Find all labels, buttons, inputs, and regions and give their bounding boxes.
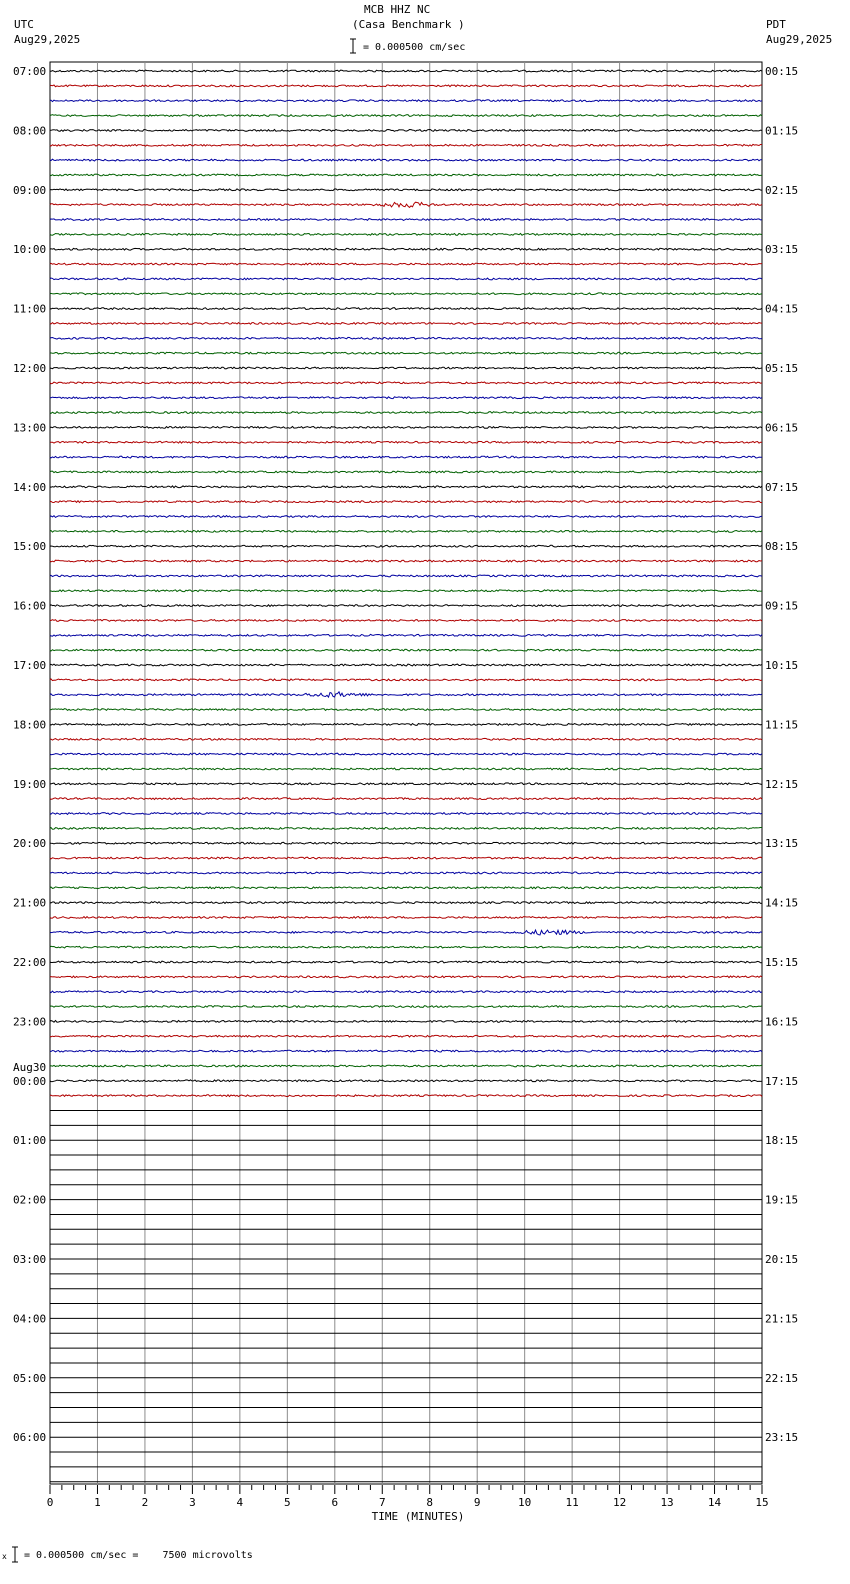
pdt-hour-label: 13:15	[765, 837, 799, 851]
x-tick-label: 4	[236, 1496, 244, 1509]
left-timezone: UTC	[14, 18, 34, 31]
trace-line	[50, 70, 762, 72]
trace-line	[50, 1065, 762, 1067]
trace-line	[50, 189, 762, 191]
pdt-hour-label: 06:15	[765, 421, 799, 435]
trace-line	[50, 783, 762, 785]
trace-line	[50, 248, 762, 250]
trace-line	[50, 946, 762, 948]
trace-line	[50, 798, 762, 800]
utc-hour-label: 17:00	[13, 659, 47, 672]
x-tick-label: 14	[707, 1496, 722, 1509]
trace-line	[50, 219, 762, 221]
right-date: Aug29,2025	[766, 33, 833, 46]
utc-hour-label: 02:00	[13, 1193, 47, 1207]
trace-line	[50, 471, 762, 473]
trace-line	[50, 174, 762, 176]
trace-line	[50, 545, 762, 547]
trace-line	[50, 991, 762, 993]
utc-hour-label: 20:00	[13, 837, 47, 851]
trace-line	[50, 664, 762, 666]
trace-line	[50, 976, 762, 978]
trace-line	[50, 590, 762, 592]
pdt-hour-label: 22:15	[765, 1371, 799, 1385]
trace-line	[50, 130, 762, 132]
station-title: MCB HHZ NC	[364, 3, 431, 16]
pdt-hour-label: 11:15	[765, 718, 799, 732]
x-tick-label: 7	[378, 1496, 386, 1509]
utc-hour-label: 03:00	[13, 1253, 47, 1266]
pdt-hour-label: 19:15	[765, 1193, 799, 1207]
pdt-hour-label: 10:15	[765, 659, 799, 672]
utc-hour-label: 16:00	[13, 599, 47, 613]
trace-line	[50, 709, 762, 711]
left-date: Aug29,2025	[14, 33, 81, 46]
pdt-hour-label: 07:15	[765, 480, 799, 494]
utc-hour-label: 08:00	[13, 124, 47, 138]
trace-line	[50, 501, 762, 503]
utc-hour-label: 19:00	[13, 777, 47, 791]
pdt-hour-label: 00:15	[765, 65, 799, 78]
x-tick-label: 1	[94, 1496, 101, 1509]
pdt-hour-label: 09:15	[765, 599, 799, 613]
trace-line	[50, 144, 762, 146]
utc-hour-label: 23:00	[13, 1015, 47, 1029]
x-tick-label: 12	[612, 1496, 627, 1509]
trace-line	[50, 738, 762, 740]
trace-line	[50, 753, 762, 755]
utc-hour-label: 12:00	[13, 362, 47, 375]
plot-frame	[50, 62, 762, 1484]
x-tick-label: 13	[660, 1496, 674, 1509]
trace-line	[50, 367, 762, 369]
utc-hour-label: 18:00	[13, 718, 47, 732]
pdt-hour-label: 14:15	[765, 896, 799, 910]
trace-line	[50, 486, 762, 488]
trace-line	[50, 352, 762, 354]
trace-line	[50, 857, 762, 859]
pdt-hour-label: 18:15	[765, 1134, 799, 1148]
trace-line	[50, 813, 762, 815]
x-tick-label: 10	[518, 1496, 532, 1509]
trace-line	[50, 531, 762, 533]
trace-line	[50, 620, 762, 622]
utc-hour-label: 22:00	[13, 956, 47, 969]
trace-line	[50, 605, 762, 607]
pdt-hour-label: 03:15	[765, 243, 799, 257]
pdt-hour-label: 23:15	[765, 1431, 799, 1445]
trace-line	[50, 1050, 762, 1052]
pdt-hour-label: 04:15	[765, 302, 799, 316]
x-tick-label: 3	[189, 1496, 196, 1509]
trace-line	[50, 412, 762, 414]
trace-line	[50, 323, 762, 325]
trace-line	[50, 456, 762, 458]
trace-line	[50, 768, 762, 770]
trace-line	[50, 1035, 762, 1037]
pdt-hour-label: 12:15	[765, 777, 799, 791]
trace-line	[50, 516, 762, 518]
trace-line	[50, 575, 762, 577]
utc-hour-label: 11:00	[13, 302, 47, 316]
pdt-hour-label: 17:15	[765, 1074, 799, 1088]
utc-hour-label: 06:00	[13, 1431, 47, 1445]
pdt-hour-label: 02:15	[765, 183, 799, 197]
trace-line	[50, 337, 762, 339]
site-name: (Casa Benchmark )	[352, 18, 465, 31]
pdt-hour-label: 21:15	[765, 1312, 799, 1326]
utc-hour-label: 01:00	[13, 1134, 47, 1148]
trace-line	[50, 887, 762, 889]
x-tick-label: 15	[755, 1496, 769, 1509]
trace-line	[50, 634, 762, 636]
trace-line	[50, 397, 762, 399]
utc-hour-label: 00:00	[13, 1074, 47, 1088]
pdt-hour-label: 08:15	[765, 540, 799, 554]
trace-line	[50, 441, 762, 443]
utc-hour-label: 05:00	[13, 1371, 47, 1385]
trace-line	[50, 724, 762, 726]
trace-line	[50, 1080, 762, 1082]
utc-hour-label: 04:00	[13, 1312, 47, 1326]
x-tick-label: 11	[565, 1496, 579, 1509]
x-tick-label: 0	[46, 1496, 54, 1509]
x-tick-label: 6	[331, 1496, 339, 1509]
pdt-hour-label: 20:15	[765, 1253, 799, 1266]
x-tick-label: 9	[473, 1496, 481, 1509]
trace-line	[50, 692, 762, 697]
utc-hour-label: 07:00	[13, 65, 47, 78]
trace-line	[50, 202, 762, 207]
pdt-hour-label: 16:15	[765, 1015, 799, 1029]
trace-line	[50, 560, 762, 562]
trace-line	[50, 1021, 762, 1023]
trace-line	[50, 872, 762, 874]
trace-line	[50, 902, 762, 904]
trace-line	[50, 115, 762, 117]
trace-line	[50, 842, 762, 844]
trace-line	[50, 828, 762, 830]
trace-line	[50, 649, 762, 651]
trace-line	[50, 100, 762, 102]
footer-scale-bar-icon	[10, 1546, 20, 1564]
utc-hour-label: 10:00	[13, 243, 47, 257]
trace-line	[50, 1006, 762, 1008]
utc-hour-label: 21:00	[13, 896, 47, 910]
utc-hour-label: 15:00	[13, 540, 47, 554]
trace-line	[50, 427, 762, 429]
utc-hour-label: 13:00	[13, 421, 47, 435]
trace-line	[50, 382, 762, 384]
x-tick-label: 8	[426, 1496, 434, 1509]
x-tick-label: 5	[284, 1496, 291, 1509]
trace-line	[50, 159, 762, 161]
right-timezone: PDT	[766, 18, 786, 31]
utc-hour-label: 14:00	[13, 480, 47, 494]
trace-line	[50, 308, 762, 310]
trace-line	[50, 234, 762, 236]
trace-line	[50, 85, 762, 87]
trace-line	[50, 293, 762, 295]
trace-line	[50, 263, 762, 265]
x-tick-label: 2	[141, 1496, 149, 1509]
pdt-hour-label: 15:15	[765, 956, 799, 969]
trace-line	[50, 679, 762, 681]
footer-marker: x	[2, 1552, 7, 1561]
scale-label: = 0.000500 cm/sec	[363, 42, 466, 53]
day-change-label: Aug30	[13, 1060, 47, 1074]
trace-line	[50, 930, 762, 935]
pdt-hour-label: 05:15	[765, 362, 799, 375]
trace-line	[50, 961, 762, 963]
trace-line	[50, 917, 762, 919]
x-axis-label: TIME (MINUTES)	[371, 1510, 465, 1523]
footer-scale-note: = 0.000500 cm/sec = 7500 microvolts	[24, 1550, 253, 1561]
pdt-hour-label: 01:15	[765, 124, 799, 138]
trace-line	[50, 1095, 762, 1097]
utc-hour-label: 09:00	[13, 183, 47, 197]
trace-line	[50, 278, 762, 280]
